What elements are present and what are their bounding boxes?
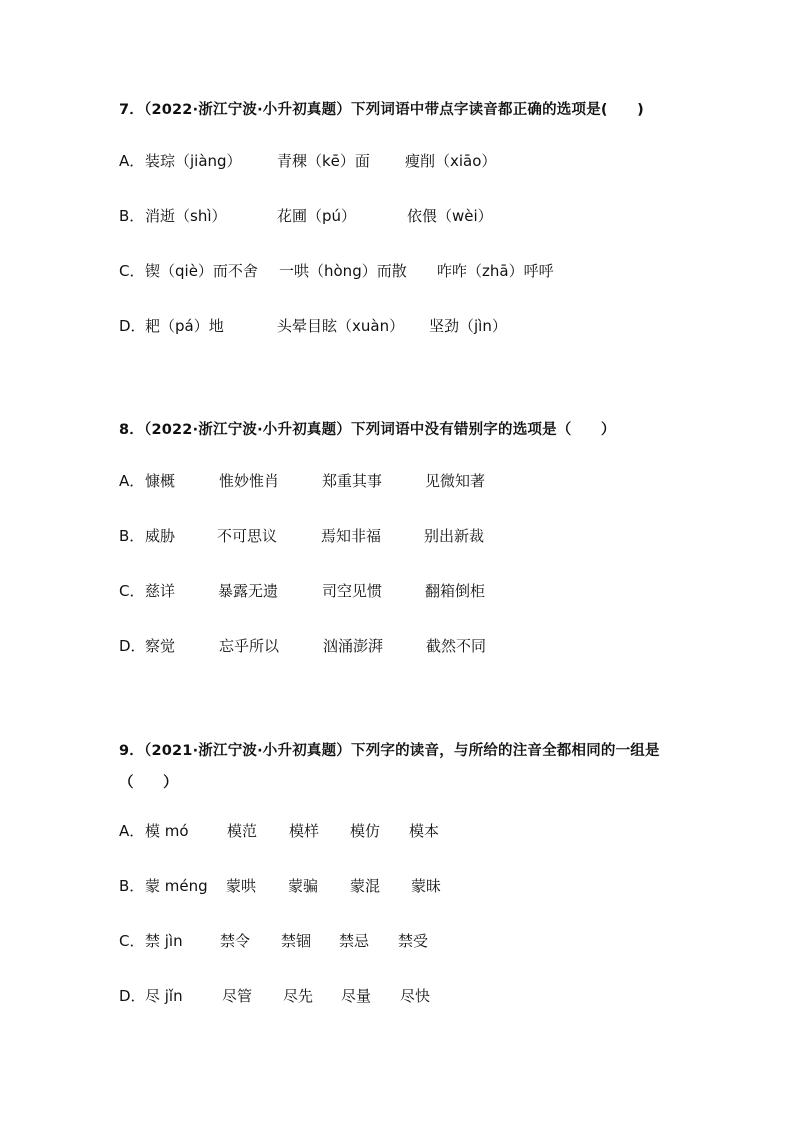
option-item: 翻箱倒柜 (425, 582, 486, 600)
option-item: 察觉 (145, 637, 176, 655)
question-8-option-a (119, 469, 719, 493)
option-item: 装琮（jiàng） (145, 152, 242, 170)
option-item: 坚劲（jìn） (429, 317, 507, 335)
option-label: B． (119, 877, 145, 895)
option-item: 模仿 (350, 822, 381, 840)
option-label: C． (119, 932, 145, 950)
option-item: 慈详 (145, 582, 176, 600)
option-item: 尽 jǐn (145, 987, 183, 1005)
option-item: 暴露无遗 (218, 582, 279, 600)
option-item: 禁令 (220, 932, 251, 950)
question-8-stem: 8．（2022·浙江宁波·小升初真题）下列词语中没有错别字的选项是（ ） (119, 422, 616, 438)
question-7-option-a (119, 149, 719, 173)
option-item: 威胁 (145, 527, 176, 545)
option-item: 蒙哄 (226, 877, 257, 895)
question-8-option-b (119, 524, 719, 548)
option-item: 消逝（shì） (145, 207, 227, 225)
option-item: 依偎（wèi） (407, 207, 493, 225)
option-item: 咋咋（zhā）呼呼 (437, 262, 554, 280)
option-item: 禁 jìn (145, 932, 183, 950)
option-label: C． (119, 582, 145, 600)
question-9-option-d (119, 984, 719, 1008)
option-label: A． (119, 472, 145, 490)
option-label: A． (119, 822, 145, 840)
option-label: D． (119, 317, 146, 335)
option-item: 头晕目眩（xuàn） (277, 317, 405, 335)
option-item: 青稞（kē）面 (277, 152, 370, 170)
option-label: A． (119, 152, 145, 170)
option-item: 模范 (227, 822, 258, 840)
option-item: 模本 (409, 822, 440, 840)
option-item: 花圃（pú） (277, 207, 357, 225)
question-9-option-a (119, 819, 719, 843)
option-item: 一哄（hòng）而散 (279, 262, 407, 280)
option-item: 禁忌 (339, 932, 370, 950)
question-9-option-c (119, 929, 719, 953)
question-7-option-d (119, 314, 719, 338)
option-item: 瘦削（xiāo） (405, 152, 497, 170)
option-label: B． (119, 527, 145, 545)
option-label: C． (119, 262, 145, 280)
option-item: 忘乎所以 (219, 637, 280, 655)
question-7-option-c (119, 259, 719, 283)
question-7-stem: 7．（2022·浙江宁波·小升初真题）下列词语中带点字读音都正确的选项是( ) (119, 102, 644, 118)
option-item: 蒙混 (350, 877, 381, 895)
option-item: 蒙骗 (288, 877, 319, 895)
option-item: 见微知著 (425, 472, 486, 490)
option-item: 蒙昧 (411, 877, 442, 895)
option-item: 禁锢 (281, 932, 312, 950)
option-item: 尽先 (283, 987, 314, 1005)
option-label: D． (119, 637, 146, 655)
option-label: B． (119, 207, 145, 225)
option-item: 尽快 (400, 987, 431, 1005)
question-8-option-c (119, 579, 719, 603)
option-item: 模 mó (145, 822, 189, 840)
option-item: 模样 (289, 822, 320, 840)
option-item: 惟妙惟肖 (219, 472, 280, 490)
option-item: 司空见惯 (322, 582, 383, 600)
option-item: 郑重其事 (322, 472, 383, 490)
option-item: 尽量 (341, 987, 372, 1005)
option-item: 蒙 méng (145, 877, 208, 895)
option-item: 焉知非福 (321, 527, 382, 545)
question-8-option-d (119, 634, 719, 658)
option-item: 截然不同 (426, 637, 487, 655)
option-item: 不可思议 (217, 527, 278, 545)
option-item: 慷概 (145, 472, 176, 490)
option-item: 汹涌澎湃 (323, 637, 384, 655)
option-label: D． (119, 987, 146, 1005)
option-item: 别出新裁 (424, 527, 485, 545)
option-item: 锲（qiè）而不舍 (145, 262, 258, 280)
question-7-option-b (119, 204, 719, 228)
option-item: 尽管 (222, 987, 253, 1005)
option-item: 耙（pá）地 (145, 317, 224, 335)
question-9-stem: 9．（2021·浙江宁波·小升初真题）下列字的读音，与所给的注音全都相同的一组是（ ） (119, 743, 660, 791)
option-item: 禁受 (398, 932, 429, 950)
question-9-option-b (119, 874, 719, 898)
